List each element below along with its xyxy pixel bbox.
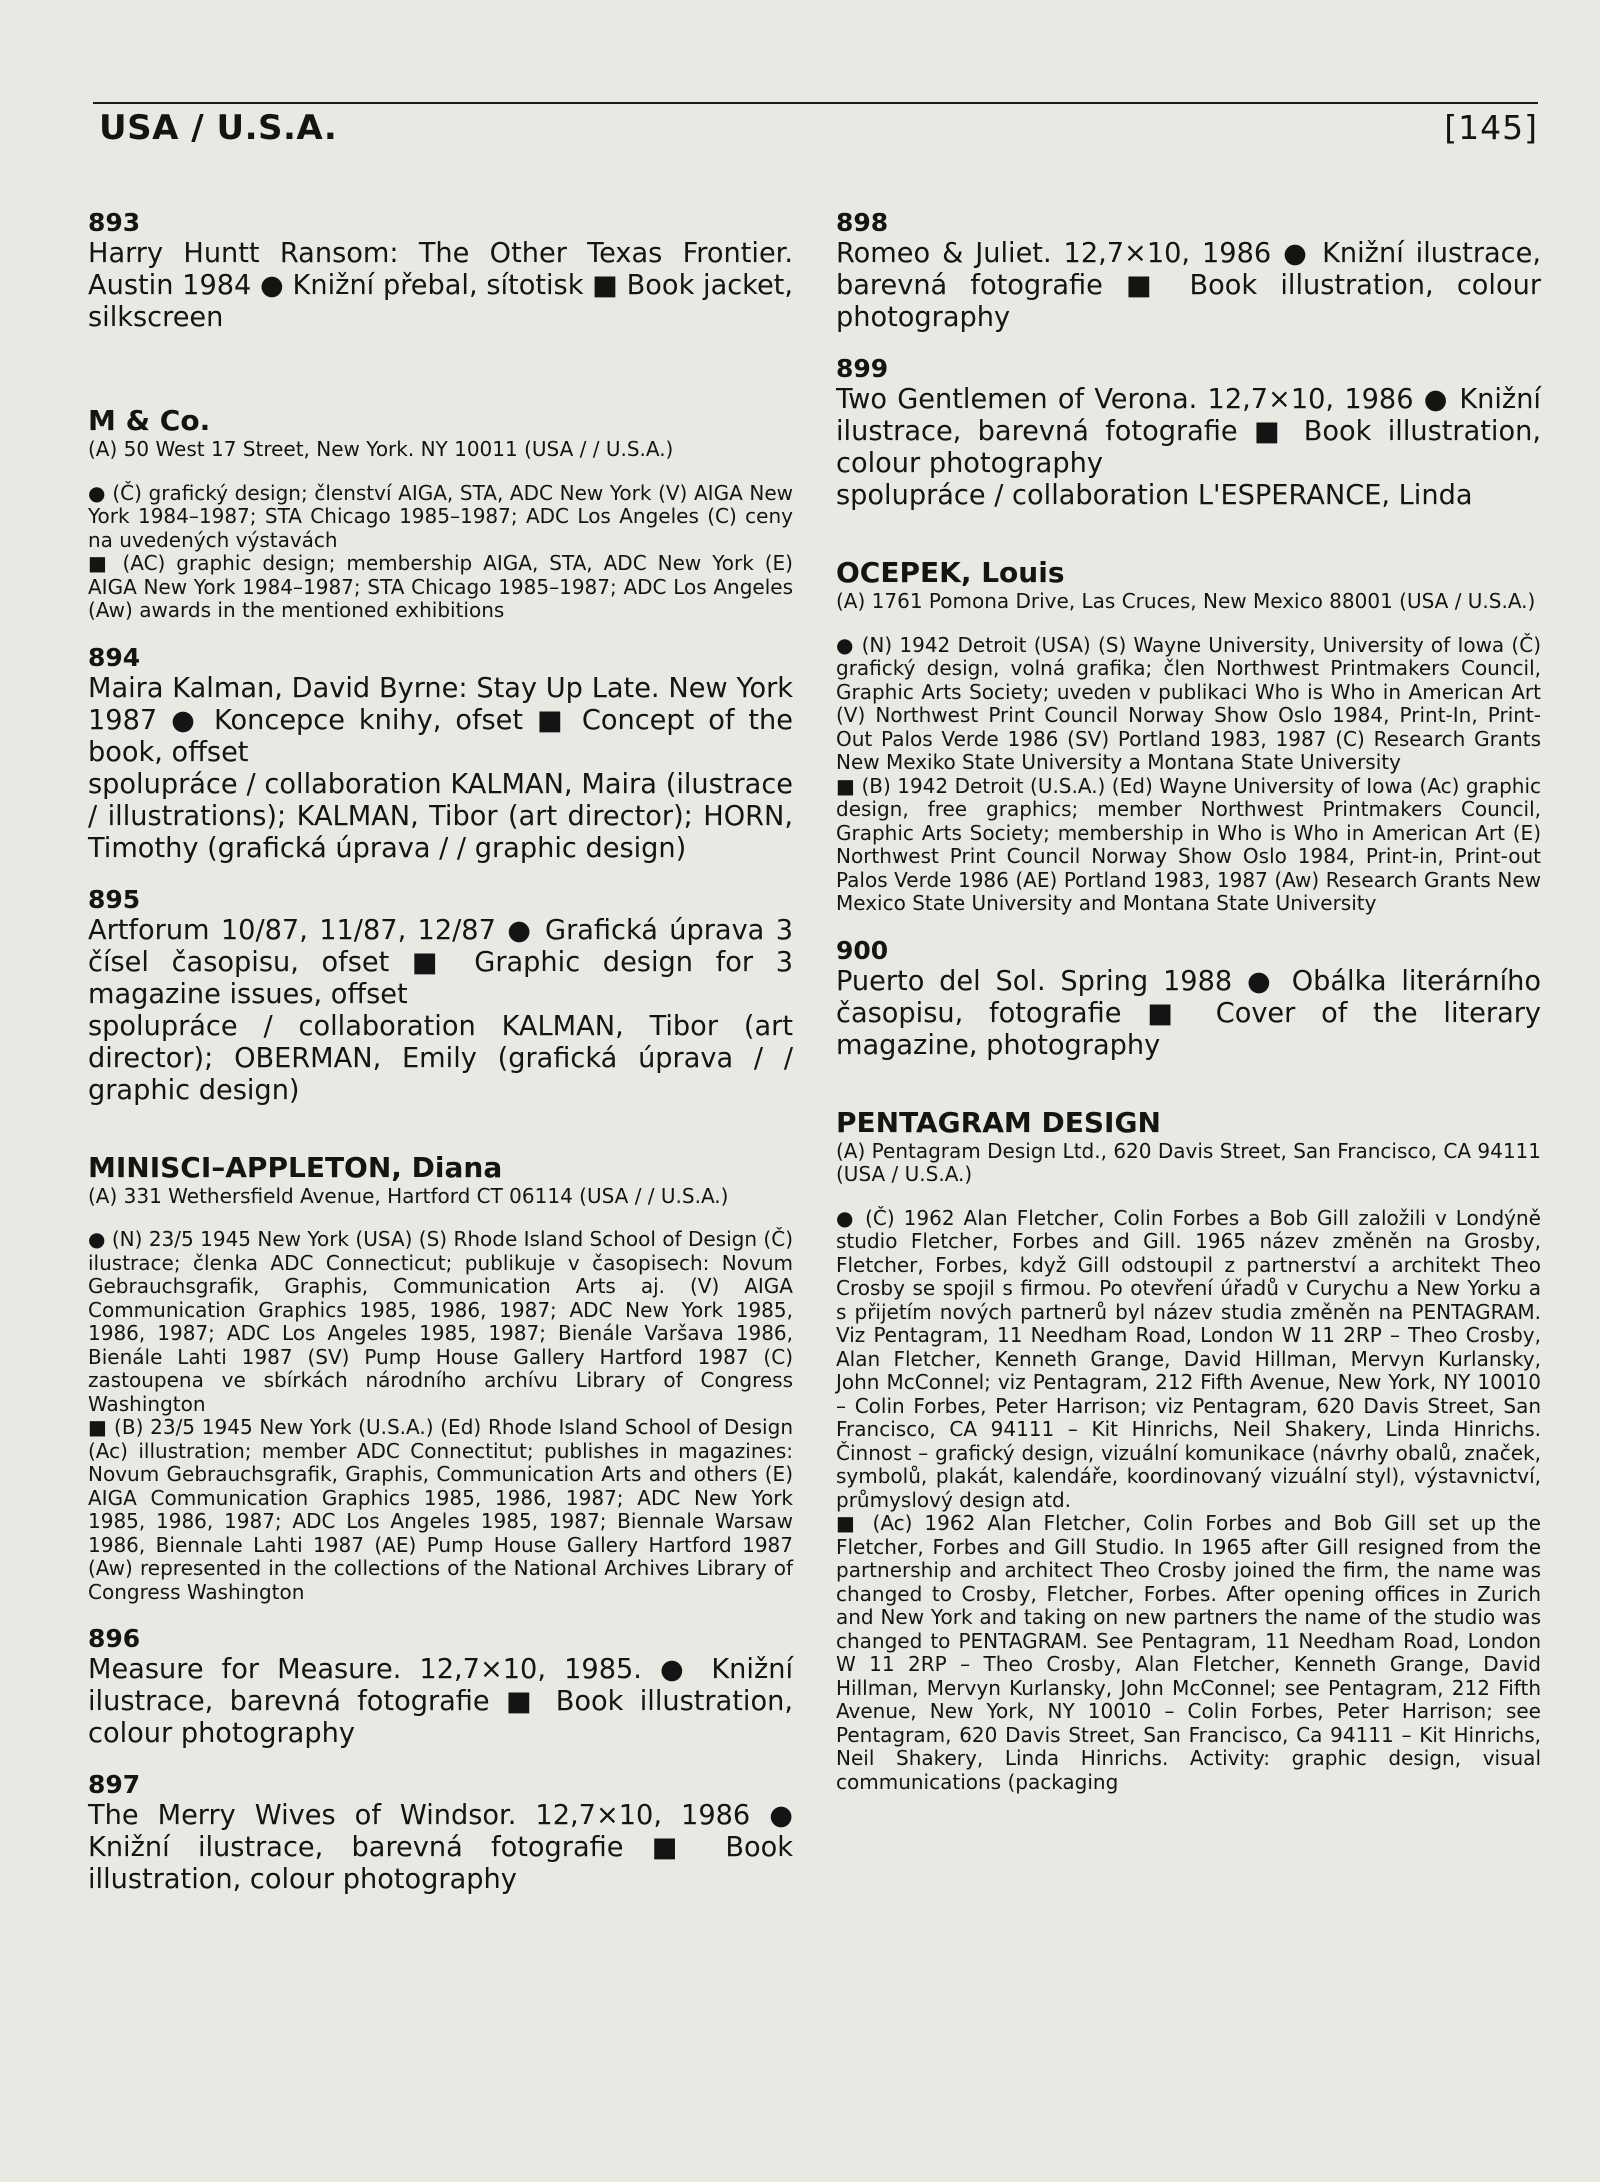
designer-bio-en: ■ (B) 23/5 1945 New York (U.S.A.) (Ed) Rhode Island School of Design (Ac) illustration; member ADC Connectitut; publishes in magazines: Novum Gebrauchsgrafik, Graphis, Communication Arts and others (E) AIGA Communication Graphics 1985, 1986, 1987; ADC New York 1985, 1986, 1987; ADC Los Angeles 1985, 1987; Biennale Warsaw 1986, Biennale Lahti 1987 (AE) Pump House Gallery Hartford 1987 (Aw) represented in the collections of the National Archives Library of Congress Washington xyxy=(88,1415,793,1604)
entry-collaboration: spolupráce / collaboration KALMAN, Tibor (art director); OBERMAN, Emily (grafická úprava / / graphic design) xyxy=(88,1010,793,1106)
designer-bio-en: ■ (AC) graphic design; membership AIGA, STA, ADC New York (E) AIGA New York 1984–1987; STA Chicago 1985–1987; ADC Los Angeles (Aw) awards in the mentioned exhibitions xyxy=(88,551,793,622)
entry-text: Romeo & Juliet. 12,7×10, 1986 ● Knižní ilustrace, barevná fotografie ■ Book illustration, colour photography xyxy=(836,238,1541,333)
designer-name: MINISCI–APPLETON, Diana xyxy=(88,1150,503,1184)
entry-number: 896 xyxy=(88,1624,141,1653)
designer-bio-cz: ● (N) 23/5 1945 New York (USA) (S) Rhode Island School of Design (Č) ilustrace; členka ADC Connecticut; publikuje v časopisech: Novum Gebrauchsgrafik, Graphis, Communication Arts aj. (V) AIGA Communication Graphics 1985, 1986, 1987; ADC New York 1985, 1986, 1987; ADC Los Angeles 1985, 1987; Bienále Varšava 1986, Bienále Lahti 1987 (SV) Pump House Gallery Hartford 1987 (C) zastoupena ve sbírkách národního archívu Library of Congress Washington xyxy=(88,1227,793,1416)
entry-text: The Merry Wives of Windsor. 12,7×10, 1986 ● Knižní ilustrace, barevná fotografie ■ Book illustration, colour photography xyxy=(88,1800,793,1895)
entry-number: 897 xyxy=(88,1770,141,1799)
entry-text: Artforum 10/87, 11/87, 12/87 ● Grafická úprava 3 čísel časopisu, ofset ■ Graphic design for 3 magazine issues, offset xyxy=(88,914,793,1010)
designer-name: OCEPEK, Louis xyxy=(836,556,1065,589)
entry-text: Maira Kalman, David Byrne: Stay Up Late. New York 1987 ● Koncepce knihy, ofset ■ Concept of the book, offset xyxy=(88,672,793,768)
designer-address: (A) 50 West 17 Street, New York. NY 10011 (USA / / U.S.A.) xyxy=(88,437,674,461)
designer-bio-en: ■ (B) 1942 Detroit (U.S.A.) (Ed) Wayne University of Iowa (Ac) graphic design, free graphics; member Northwest Printmakers Council, Graphic Arts Society; membership in Who is Who in American Art (E) Northwest Print Council Norway Show Oslo 1984, Print-in, Print-out Palos Verde 1986 (AE) Portland 1983, 1987 (Aw) Research Grants New Mexico State University and Montana State University xyxy=(836,773,1541,915)
section-title: USA / U.S.A. xyxy=(99,108,338,148)
page-number: [145] xyxy=(1444,108,1538,147)
designer-name: M & Co. xyxy=(88,404,211,437)
designer-name: PENTAGRAM DESIGN xyxy=(836,1105,1161,1139)
entry-collaboration: spolupráce / collaboration KALMAN, Maira (ilustrace / illustrations); KALMAN, Tibor (art director); HORN, Timothy (grafická úprava / / graphic design) xyxy=(88,768,793,864)
entry-text: Measure for Measure. 12,7×10, 1985. ● Knižní ilustrace, barevná fotografie ■ Book illustration, colour photography xyxy=(88,1654,793,1749)
designer-address: (A) 331 Wethersfield Avenue, Hartford CT 06114 (USA / / U.S.A.) xyxy=(88,1183,729,1208)
entry-text: Two Gentlemen of Verona. 12,7×10, 1986 ● Knižní ilustrace, barevná fotografie ■ Book illustration, colour photography xyxy=(836,384,1541,479)
entry-number: 893 xyxy=(88,208,141,237)
entry-number: 899 xyxy=(836,354,889,383)
entry-text: Harry Huntt Ransom: The Other Texas Frontier. Austin 1984 ● Knižní přebal, sítotisk ■ Book jacket, silkscreen xyxy=(88,238,793,333)
entry-number: 894 xyxy=(88,642,141,672)
entry-number: 898 xyxy=(836,208,889,237)
entry-number: 895 xyxy=(88,884,141,914)
designer-bio-cz: ● (Č) grafický design; členství AIGA, STA, ADC New York (V) AIGA New York 1984–1987; STA Chicago 1985–1987; ADC Los Angeles (C) ceny na uvedených výstavách xyxy=(88,480,793,552)
designer-address: (A) Pentagram Design Ltd., 620 Davis Street, San Francisco, CA 94111 (USA / U.S.A.) xyxy=(836,1138,1541,1186)
left-column xyxy=(88,208,793,1896)
designer-address: (A) 1761 Pomona Drive, Las Cruces, New Mexico 88001 (USA / U.S.A.) xyxy=(836,589,1536,613)
entry-text: Puerto del Sol. Spring 1988 ● Obálka literárního časopisu, fotografie ■ Cover of the literary magazine, photography xyxy=(836,965,1541,1061)
right-column xyxy=(836,208,1541,1794)
page-header xyxy=(93,102,1538,156)
entry-collaboration: spolupráce / collaboration L'ESPERANCE, Linda xyxy=(836,480,1473,511)
designer-bio-cz: ● (N) 1942 Detroit (USA) (S) Wayne University, University of Iowa (Č) grafický design, volná grafika; člen Northwest Printmakers Council, Graphic Arts Society; uveden v publikaci Who is Who in American Art (V) Northwest Print Council Norway Show Oslo 1984, Print-In, Print-Out Palos Verde 1986 (SV) Portland 1983, 1987 (C) Research Grants New Mexiko State University a Montana State University xyxy=(836,632,1541,774)
designer-bio-en: ■ (Ac) 1962 Alan Fletcher, Colin Forbes and Bob Gill set up the Fletcher, Forbes and Gill Studio. In 1965 after Gill resigned from the partnership and architect Theo Crosby joined the firm, the name was changed to Crosby, Fletcher, Forbes. After opening offices in Zurich and New York and taking on new partners the name of the studio was changed to PENTAGRAM. See Pentagram, 11 Needham Road, London W 11 2RP – Theo Crosby, Alan Fletcher, Kenneth Grange, David Hillman, Mervyn Kurlansky, John McConnel; see Pentagram, 212 Fifth Avenue, New York, NY 10010 – Colin Forbes, Peter Harrison; see Pentagram, 620 Davis Street, San Francisco, Ca 94111 – Kit Hinrichs, Neil Shakery, Linda Hinrichs. Activity: graphic design, visual communications (packaging xyxy=(836,1511,1541,1794)
designer-bio-cz: ● (Č) 1962 Alan Fletcher, Colin Forbes a Bob Gill založili v Londýně studio Fletcher, Forbes and Gill. 1965 název změněn na Grosby, Fletcher, Forbes, když Gill odstoupil z partnerství a architekt Theo Crosby se spojil s firmou. Po otevření úřadů v Curychu a New Yorku a s přijetím nových partnerů byl název studia změněn na PENTAGRAM. Viz Pentagram, 11 Needham Road, London W 11 2RP – Theo Crosby, Alan Fletcher, Kenneth Grange, David Hillman, Mervyn Kurlansky, John McConnel; viz Pentagram, 212 Fifth Avenue, New York, NY 10010 – Colin Forbes, Peter Harrison; viz Pentagram, 620 Davis Street, San Francisco, CA 94111 – Kit Hinrichs, Neil Shakery, Linda Hinrichs. Činnost – grafický design, vizuální komunikace (návrhy obalů, značek, symbolů, plakát, kalendáře, koordinovaný vizuální styl), výstavnictví, průmyslový design atd. xyxy=(836,1205,1541,1512)
entry-number: 900 xyxy=(836,935,889,965)
